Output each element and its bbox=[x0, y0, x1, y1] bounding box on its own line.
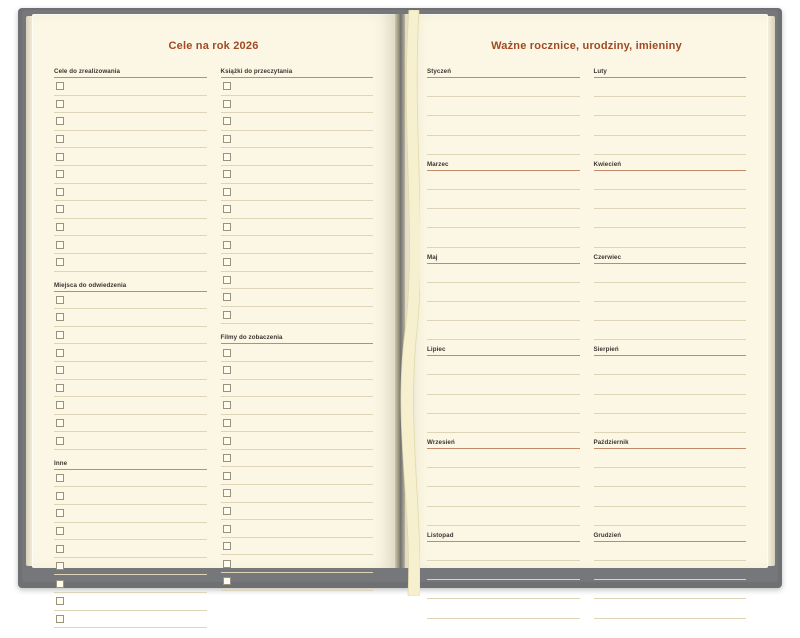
writing-line[interactable] bbox=[594, 190, 747, 209]
writing-line[interactable] bbox=[427, 356, 580, 375]
month-block bbox=[427, 161, 580, 248]
writing-line[interactable] bbox=[427, 561, 580, 580]
checkbox[interactable] bbox=[223, 100, 231, 108]
checkbox[interactable] bbox=[223, 489, 231, 497]
writing-line[interactable] bbox=[427, 136, 580, 155]
section-heading: Cele do zrealizowania bbox=[54, 68, 207, 78]
section-rows bbox=[54, 470, 207, 628]
section-spacer bbox=[221, 591, 374, 601]
checklist-row[interactable] bbox=[221, 254, 374, 272]
checkbox[interactable] bbox=[56, 313, 64, 321]
writing-line[interactable] bbox=[427, 264, 580, 283]
checklist-row[interactable] bbox=[54, 540, 207, 558]
checklist-row[interactable] bbox=[54, 219, 207, 237]
writing-line[interactable] bbox=[427, 414, 580, 433]
section-rows bbox=[221, 78, 374, 324]
checkbox[interactable] bbox=[223, 241, 231, 249]
checklist-row[interactable] bbox=[221, 503, 374, 521]
checklist-row[interactable] bbox=[221, 538, 374, 556]
checkbox[interactable] bbox=[223, 454, 231, 462]
checkbox[interactable] bbox=[56, 117, 64, 125]
checklist-row[interactable] bbox=[54, 131, 207, 149]
checklist-row[interactable] bbox=[54, 575, 207, 593]
right-column-2 bbox=[594, 68, 747, 625]
checklist-row[interactable] bbox=[54, 309, 207, 327]
checklist-row[interactable] bbox=[221, 78, 374, 96]
left-column-1 bbox=[54, 68, 207, 638]
checkbox[interactable] bbox=[56, 562, 64, 570]
writing-line[interactable] bbox=[594, 264, 747, 283]
checklist-row[interactable] bbox=[54, 148, 207, 166]
writing-line[interactable] bbox=[427, 321, 580, 340]
left-column-2 bbox=[221, 68, 374, 638]
checklist-row[interactable] bbox=[54, 344, 207, 362]
month-heading: Sierpień bbox=[594, 346, 747, 356]
checklist-row[interactable] bbox=[54, 362, 207, 380]
checklist-row[interactable] bbox=[221, 573, 374, 591]
month-heading: Styczeń bbox=[427, 68, 580, 78]
month-block bbox=[594, 532, 747, 619]
checkbox[interactable] bbox=[56, 419, 64, 427]
month-heading: Maj bbox=[427, 254, 580, 264]
checklist-row[interactable] bbox=[54, 558, 207, 576]
checklist-row[interactable] bbox=[54, 166, 207, 184]
checkbox[interactable] bbox=[223, 366, 231, 374]
checkbox[interactable] bbox=[56, 82, 64, 90]
checkbox[interactable] bbox=[223, 542, 231, 550]
checklist-row[interactable] bbox=[221, 397, 374, 415]
checklist-row[interactable] bbox=[54, 96, 207, 114]
checklist-row[interactable] bbox=[54, 236, 207, 254]
section-spacer bbox=[54, 450, 207, 460]
checkbox[interactable] bbox=[223, 188, 231, 196]
checklist-row[interactable] bbox=[221, 362, 374, 380]
checkbox[interactable] bbox=[56, 241, 64, 249]
checklist-row[interactable] bbox=[221, 415, 374, 433]
checkbox[interactable] bbox=[223, 153, 231, 161]
writing-line[interactable] bbox=[594, 414, 747, 433]
checklist-row[interactable] bbox=[221, 219, 374, 237]
checkbox[interactable] bbox=[56, 384, 64, 392]
checkbox[interactable] bbox=[56, 597, 64, 605]
writing-line[interactable] bbox=[594, 356, 747, 375]
checkbox[interactable] bbox=[56, 100, 64, 108]
checklist-row[interactable] bbox=[54, 397, 207, 415]
month-heading: Listopad bbox=[427, 532, 580, 542]
writing-line[interactable] bbox=[427, 468, 580, 487]
month-heading: Luty bbox=[594, 68, 747, 78]
checklist-row[interactable] bbox=[54, 611, 207, 629]
writing-line[interactable] bbox=[427, 395, 580, 414]
checkbox[interactable] bbox=[223, 525, 231, 533]
checklist-row[interactable] bbox=[54, 78, 207, 96]
writing-line[interactable] bbox=[427, 542, 580, 561]
checkbox[interactable] bbox=[56, 492, 64, 500]
writing-line[interactable] bbox=[427, 487, 580, 506]
checklist-row[interactable] bbox=[54, 415, 207, 433]
checkbox[interactable] bbox=[56, 223, 64, 231]
month-block bbox=[594, 346, 747, 433]
checkbox[interactable] bbox=[56, 509, 64, 517]
writing-line[interactable] bbox=[427, 209, 580, 228]
checkbox[interactable] bbox=[56, 545, 64, 553]
checklist-row[interactable] bbox=[221, 450, 374, 468]
checkbox[interactable] bbox=[56, 437, 64, 445]
writing-line[interactable] bbox=[427, 599, 580, 618]
checklist-row[interactable] bbox=[221, 131, 374, 149]
checkbox[interactable] bbox=[56, 615, 64, 623]
checklist-row[interactable] bbox=[221, 201, 374, 219]
month-heading: Lipiec bbox=[427, 346, 580, 356]
checkbox[interactable] bbox=[56, 331, 64, 339]
writing-line[interactable] bbox=[594, 375, 747, 394]
checklist-row[interactable] bbox=[54, 292, 207, 310]
checkbox[interactable] bbox=[223, 311, 231, 319]
section-rows bbox=[221, 344, 374, 590]
section-heading: Inne bbox=[54, 460, 207, 470]
writing-line[interactable] bbox=[594, 78, 747, 97]
section-rows bbox=[54, 292, 207, 450]
writing-line[interactable] bbox=[594, 228, 747, 247]
writing-line[interactable] bbox=[594, 580, 747, 599]
checkbox[interactable] bbox=[56, 349, 64, 357]
checkbox[interactable] bbox=[56, 366, 64, 374]
checkbox[interactable] bbox=[56, 205, 64, 213]
writing-line[interactable] bbox=[594, 116, 747, 135]
writing-line[interactable] bbox=[427, 507, 580, 526]
checkbox[interactable] bbox=[56, 474, 64, 482]
month-block bbox=[594, 439, 747, 526]
writing-line[interactable] bbox=[427, 97, 580, 116]
checklist-row[interactable] bbox=[221, 272, 374, 290]
page-edge-right bbox=[768, 16, 775, 566]
writing-line[interactable] bbox=[594, 468, 747, 487]
writing-line[interactable] bbox=[427, 375, 580, 394]
checklist-row[interactable] bbox=[221, 520, 374, 538]
writing-line[interactable] bbox=[427, 190, 580, 209]
month-block bbox=[594, 161, 747, 248]
page-gutter bbox=[395, 14, 405, 568]
month-block bbox=[594, 254, 747, 341]
checklist-row[interactable] bbox=[221, 96, 374, 114]
month-heading: Czerwiec bbox=[594, 254, 747, 264]
left-page bbox=[32, 14, 395, 568]
section-rows bbox=[54, 78, 207, 272]
checkbox[interactable] bbox=[223, 82, 231, 90]
checkbox[interactable] bbox=[56, 135, 64, 143]
month-heading: Marzec bbox=[427, 161, 580, 171]
checkbox[interactable] bbox=[223, 384, 231, 392]
writing-line[interactable] bbox=[594, 561, 747, 580]
writing-line[interactable] bbox=[594, 542, 747, 561]
checkbox[interactable] bbox=[223, 507, 231, 515]
checklist-row[interactable] bbox=[54, 380, 207, 398]
checklist-row[interactable] bbox=[221, 166, 374, 184]
checklist-row[interactable] bbox=[54, 487, 207, 505]
left-page-title: Cele na rok 2026 bbox=[168, 40, 259, 52]
checklist-row[interactable] bbox=[54, 505, 207, 523]
checkbox[interactable] bbox=[223, 135, 231, 143]
month-block bbox=[427, 346, 580, 433]
checkbox[interactable] bbox=[223, 419, 231, 427]
checkbox[interactable] bbox=[223, 276, 231, 284]
checkbox[interactable] bbox=[56, 296, 64, 304]
checkbox[interactable] bbox=[223, 560, 231, 568]
section-heading: Książki do przeczytania bbox=[221, 68, 374, 78]
checklist-row[interactable] bbox=[54, 470, 207, 488]
checkbox[interactable] bbox=[223, 577, 231, 585]
checklist-row[interactable] bbox=[221, 380, 374, 398]
checklist-row[interactable] bbox=[221, 289, 374, 307]
checklist-row[interactable] bbox=[54, 593, 207, 611]
checklist-row[interactable] bbox=[221, 485, 374, 503]
right-page-title: Ważne rocznice, urodziny, imieniny bbox=[491, 40, 682, 52]
writing-line[interactable] bbox=[594, 507, 747, 526]
checkbox[interactable] bbox=[223, 401, 231, 409]
section-spacer bbox=[221, 324, 374, 334]
writing-line[interactable] bbox=[594, 599, 747, 618]
writing-line[interactable] bbox=[594, 487, 747, 506]
month-block bbox=[427, 254, 580, 341]
checkbox[interactable] bbox=[223, 293, 231, 301]
checkbox[interactable] bbox=[56, 188, 64, 196]
checkbox[interactable] bbox=[223, 170, 231, 178]
checkbox[interactable] bbox=[223, 205, 231, 213]
writing-line[interactable] bbox=[594, 136, 747, 155]
checklist-row[interactable] bbox=[221, 432, 374, 450]
checklist-row[interactable] bbox=[221, 307, 374, 325]
section-heading: Miejsca do odwiedzenia bbox=[54, 282, 207, 292]
checkbox[interactable] bbox=[223, 258, 231, 266]
month-heading: Październik bbox=[594, 439, 747, 449]
month-block bbox=[594, 68, 747, 155]
checklist-row[interactable] bbox=[54, 432, 207, 450]
writing-line[interactable] bbox=[594, 171, 747, 190]
checkbox[interactable] bbox=[56, 401, 64, 409]
checklist-row[interactable] bbox=[221, 236, 374, 254]
writing-line[interactable] bbox=[594, 449, 747, 468]
right-column-1 bbox=[427, 68, 580, 625]
section-spacer bbox=[54, 272, 207, 282]
left-page-columns bbox=[32, 68, 395, 638]
writing-line[interactable] bbox=[594, 395, 747, 414]
writing-line[interactable] bbox=[427, 302, 580, 321]
writing-line[interactable] bbox=[594, 283, 747, 302]
checklist-row[interactable] bbox=[54, 254, 207, 272]
checklist-row[interactable] bbox=[221, 113, 374, 131]
checklist-row[interactable] bbox=[54, 201, 207, 219]
writing-line[interactable] bbox=[427, 580, 580, 599]
checkbox[interactable] bbox=[223, 117, 231, 125]
checklist-row[interactable] bbox=[221, 555, 374, 573]
writing-line[interactable] bbox=[427, 116, 580, 135]
writing-line[interactable] bbox=[594, 209, 747, 228]
month-block bbox=[427, 68, 580, 155]
checkbox[interactable] bbox=[223, 472, 231, 480]
writing-line[interactable] bbox=[594, 321, 747, 340]
right-page bbox=[405, 14, 768, 568]
writing-line[interactable] bbox=[427, 283, 580, 302]
checklist-row[interactable] bbox=[221, 467, 374, 485]
checklist-row[interactable] bbox=[221, 344, 374, 362]
month-block bbox=[427, 439, 580, 526]
section-spacer bbox=[54, 628, 207, 638]
writing-line[interactable] bbox=[427, 78, 580, 97]
writing-line[interactable] bbox=[427, 171, 580, 190]
month-heading: Wrzesień bbox=[427, 439, 580, 449]
writing-line[interactable] bbox=[427, 228, 580, 247]
month-heading: Kwiecień bbox=[594, 161, 747, 171]
writing-line[interactable] bbox=[594, 302, 747, 321]
checkbox[interactable] bbox=[56, 580, 64, 588]
month-block bbox=[427, 532, 580, 619]
checkbox[interactable] bbox=[56, 527, 64, 535]
checkbox[interactable] bbox=[223, 437, 231, 445]
checklist-row[interactable] bbox=[54, 327, 207, 345]
section-heading: Filmy do zobaczenia bbox=[221, 334, 374, 344]
checkbox[interactable] bbox=[56, 258, 64, 266]
writing-line[interactable] bbox=[427, 449, 580, 468]
checklist-row[interactable] bbox=[221, 148, 374, 166]
checkbox[interactable] bbox=[56, 153, 64, 161]
checklist-row[interactable] bbox=[54, 184, 207, 202]
checkbox[interactable] bbox=[56, 170, 64, 178]
checkbox[interactable] bbox=[223, 349, 231, 357]
checklist-row[interactable] bbox=[221, 184, 374, 202]
checklist-row[interactable] bbox=[54, 523, 207, 541]
month-heading: Grudzień bbox=[594, 532, 747, 542]
writing-line[interactable] bbox=[594, 97, 747, 116]
checkbox[interactable] bbox=[223, 223, 231, 231]
right-page-columns bbox=[405, 68, 768, 625]
checklist-row[interactable] bbox=[54, 113, 207, 131]
